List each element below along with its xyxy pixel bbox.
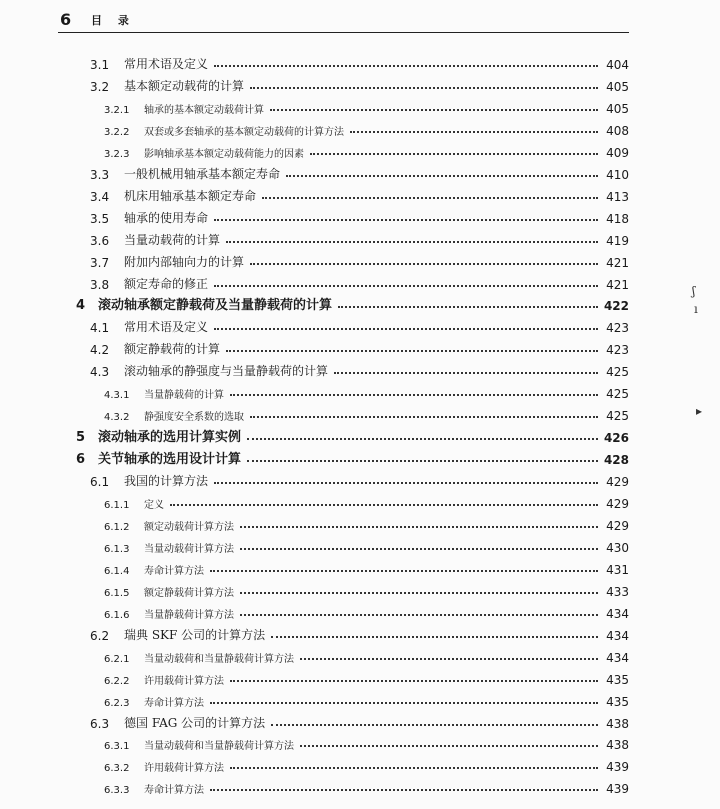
- toc-page-number: 431: [606, 562, 629, 577]
- toc-entry[interactable]: [90, 359, 629, 379]
- toc-number: 3.6: [90, 233, 110, 248]
- toc-entry[interactable]: [104, 579, 629, 599]
- dot-leader: [230, 680, 598, 682]
- toc-title: 当量动载荷计算方法: [144, 543, 234, 555]
- toc-entry[interactable]: [90, 315, 629, 335]
- toc-entry[interactable]: [76, 293, 629, 313]
- toc-page-number: 434: [606, 628, 629, 643]
- dot-leader: [300, 658, 598, 660]
- dot-leader: [250, 263, 598, 265]
- toc-number: 4.3.1: [104, 390, 130, 402]
- dot-leader: [262, 197, 598, 199]
- toc-entry[interactable]: [90, 337, 629, 357]
- toc-page-number: 418: [606, 211, 629, 226]
- toc-number: 6.3.3: [104, 785, 130, 797]
- toc-entry[interactable]: [104, 491, 629, 511]
- toc-entry[interactable]: [90, 184, 629, 204]
- toc-entry[interactable]: [90, 162, 629, 182]
- dot-leader: [247, 438, 598, 440]
- toc-entry[interactable]: [104, 140, 629, 160]
- toc-number: 3.3: [90, 167, 110, 182]
- toc-number: 6.1.5: [104, 587, 130, 599]
- toc-number: 3.8: [90, 277, 110, 292]
- toc-page-number: 404: [606, 58, 629, 72]
- toc-number: 3.4: [90, 189, 110, 204]
- toc-title: 轴承的使用寿命: [124, 210, 209, 225]
- toc-title: 许用载荷计算方法: [144, 675, 224, 687]
- toc-title: 额定静载荷计算方法: [144, 587, 234, 599]
- toc-title: 基本额定动载荷的计算: [124, 78, 245, 93]
- toc-title: 滚动轴承的静强度与当量静载荷的计算: [124, 364, 329, 379]
- dot-leader: [271, 724, 598, 726]
- toc-entry[interactable]: [90, 250, 629, 270]
- toc-number: 6.1: [90, 475, 110, 490]
- toc-page-number: 430: [606, 540, 629, 555]
- toc-number: 3.2.1: [104, 104, 130, 116]
- toc-page-number: 405: [606, 101, 629, 116]
- toc-page-number: 413: [606, 189, 629, 204]
- dot-leader: [338, 306, 598, 308]
- toc-entry[interactable]: [90, 206, 629, 226]
- dot-leader: [240, 614, 598, 616]
- scan-mark: ı: [694, 302, 698, 316]
- toc-number: 3.5: [90, 211, 110, 226]
- toc-page-number: 422: [603, 299, 629, 314]
- toc-title: 附加内部轴向力的计算: [124, 254, 245, 269]
- toc-number: 6.3.1: [104, 741, 130, 753]
- toc-title: 寿命计算方法: [144, 785, 204, 797]
- toc-entry[interactable]: [104, 776, 629, 796]
- dot-leader: [226, 350, 598, 352]
- dot-leader: [214, 285, 598, 287]
- toc-title: 当量动载荷的计算: [124, 232, 221, 247]
- toc-number: 4.2: [90, 343, 110, 358]
- toc-page-number: 435: [606, 672, 629, 687]
- toc-entry[interactable]: [90, 711, 629, 731]
- toc-page-number: 439: [606, 782, 629, 797]
- toc-title: 德国 FAG 公司的计算方法: [124, 715, 266, 730]
- section-title: 目 录: [91, 14, 135, 27]
- toc-entry[interactable]: [76, 447, 629, 467]
- toc-page-number: 438: [606, 738, 629, 753]
- toc-title: 滚动轴承额定静载荷及当量静载荷的计算: [98, 298, 333, 314]
- toc-number: 3.2.2: [104, 126, 130, 138]
- page-number: 6: [60, 10, 72, 29]
- toc-title: 许用载荷计算方法: [144, 763, 224, 775]
- dot-leader: [350, 131, 598, 133]
- toc-number: 6.3: [90, 716, 110, 731]
- toc-number: 4: [76, 298, 86, 314]
- dot-leader: [240, 592, 598, 594]
- dot-leader: [214, 328, 598, 330]
- dot-leader: [310, 153, 598, 155]
- toc-title: 常用术语及定义: [124, 320, 209, 335]
- dot-leader: [300, 745, 598, 747]
- toc-page-number: 438: [606, 716, 629, 731]
- toc-entry[interactable]: [104, 96, 629, 116]
- toc-entry[interactable]: [104, 535, 629, 555]
- dot-leader: [230, 394, 598, 396]
- toc-entry[interactable]: [104, 403, 629, 423]
- dot-leader: [226, 241, 598, 243]
- toc-number: 4.1: [90, 321, 110, 336]
- toc-title: 当量静载荷计算方法: [144, 609, 234, 621]
- toc-page-number: 429: [606, 518, 629, 533]
- toc-title: 当量动载荷和当量静载荷计算方法: [144, 741, 294, 753]
- toc-page-number: 405: [606, 79, 629, 94]
- dot-leader: [247, 460, 598, 462]
- dot-leader: [210, 702, 598, 704]
- dot-leader: [240, 548, 598, 550]
- toc-title: 常用术语及定义: [124, 57, 209, 71]
- toc-number: 4.3: [90, 365, 110, 380]
- toc-title: 双套或多套轴承的基本额定动载荷的计算方法: [144, 126, 344, 138]
- toc-title: 瑞典 SKF 公司的计算方法: [124, 627, 266, 642]
- toc-entry[interactable]: [90, 272, 629, 292]
- toc-page-number: 434: [606, 606, 629, 621]
- toc-number: 4.3.2: [104, 412, 130, 424]
- toc-page-number: 426: [603, 431, 629, 446]
- toc-title: 影响轴承基本额定动载荷能力的因素: [144, 148, 304, 160]
- toc-title: 寿命计算方法: [144, 697, 204, 709]
- toc-number: 6.1.2: [104, 521, 130, 533]
- toc-title: 定义: [144, 500, 164, 511]
- toc-page-number: 409: [606, 145, 629, 160]
- toc-page-number: 419: [606, 233, 629, 248]
- toc-number: 3.2: [90, 79, 110, 94]
- toc-number: 6: [76, 452, 86, 468]
- toc-entry[interactable]: [90, 74, 629, 94]
- toc-page-number: 421: [606, 277, 629, 292]
- dot-leader: [240, 526, 598, 528]
- toc-title: 寿命计算方法: [144, 565, 204, 577]
- dot-leader: [214, 65, 598, 67]
- toc-entry[interactable]: [90, 52, 629, 72]
- toc-number: 3.7: [90, 255, 110, 270]
- toc-page-number: 428: [603, 453, 629, 468]
- toc-entry[interactable]: [76, 425, 629, 445]
- toc-number: 6.1.6: [104, 609, 130, 621]
- toc-page-number: 433: [606, 584, 629, 599]
- dot-leader: [214, 219, 598, 221]
- toc-title: 额定动载荷计算方法: [144, 521, 234, 533]
- toc-title: 滚动轴承的选用计算实例: [98, 430, 242, 446]
- toc-page-number: 408: [606, 123, 629, 138]
- toc-page-number: 429: [606, 475, 629, 490]
- toc-entry[interactable]: [104, 118, 629, 138]
- toc-entry[interactable]: [104, 754, 629, 774]
- scan-mark: ʃ: [692, 284, 696, 298]
- toc-title: 静强度安全系数的选取: [144, 412, 244, 424]
- toc-page-number: 425: [606, 387, 629, 402]
- dot-leader: [230, 767, 598, 769]
- toc-entry[interactable]: [104, 667, 629, 687]
- toc-page-number: 423: [606, 321, 629, 336]
- dot-leader: [210, 789, 598, 791]
- toc-title: 当量动载荷和当量静载荷计算方法: [144, 653, 294, 665]
- dot-leader: [210, 570, 598, 572]
- toc-title: 额定静载荷的计算: [124, 342, 221, 357]
- toc-page-number: 429: [606, 497, 629, 511]
- dot-leader: [250, 87, 598, 89]
- toc-entry[interactable]: [104, 513, 629, 533]
- toc-number: 6.1.3: [104, 543, 130, 555]
- toc-number: 6.2: [90, 628, 110, 643]
- toc-entry[interactable]: [104, 601, 629, 621]
- toc-entry[interactable]: [104, 381, 629, 401]
- toc-title: 额定寿命的修正: [124, 276, 209, 291]
- toc-title: 一般机械用轴承基本额定寿命: [124, 166, 281, 181]
- toc-number: 3.2.3: [104, 148, 130, 160]
- toc-page-number: 421: [606, 255, 629, 270]
- dot-leader: [214, 482, 598, 484]
- toc-entry[interactable]: [104, 557, 629, 577]
- dot-leader: [250, 416, 598, 418]
- toc-number: 6.1.4: [104, 565, 130, 577]
- toc-page-number: 410: [606, 167, 629, 182]
- toc-page-number: 434: [606, 650, 629, 665]
- toc-title: 当量静载荷的计算: [144, 390, 224, 402]
- toc-number: 5: [76, 430, 86, 446]
- toc-number: 3.1: [90, 58, 110, 72]
- toc-number: 6.2.1: [104, 653, 130, 665]
- toc-entry[interactable]: [104, 645, 629, 665]
- toc-title: 我国的计算方法: [124, 474, 209, 489]
- dot-leader: [286, 175, 598, 177]
- toc-page-number: 439: [606, 760, 629, 775]
- toc-number: 6.2.2: [104, 675, 130, 687]
- dot-leader: [271, 636, 598, 638]
- dot-leader: [170, 504, 598, 506]
- toc-number: 6.2.3: [104, 697, 130, 709]
- scan-mark: ▸: [696, 404, 703, 418]
- toc-number: 6.1.1: [104, 500, 130, 511]
- toc-entry[interactable]: [90, 469, 629, 489]
- toc-title: 机床用轴承基本额定寿命: [124, 188, 257, 203]
- toc-number: 6.3.2: [104, 763, 130, 775]
- toc-entry[interactable]: [90, 228, 629, 248]
- toc-title: 关节轴承的选用设计计算: [98, 452, 242, 468]
- toc-page-number: 423: [606, 343, 629, 358]
- toc-page-number: 435: [606, 694, 629, 709]
- toc-title: 轴承的基本额定动载荷计算: [144, 104, 264, 116]
- toc-entry[interactable]: [104, 689, 629, 709]
- toc-page-number: 425: [606, 365, 629, 380]
- toc-page-number: 425: [606, 409, 629, 424]
- toc-entry[interactable]: [104, 732, 629, 752]
- dot-leader: [270, 109, 598, 111]
- toc-entry[interactable]: [90, 623, 629, 643]
- dot-leader: [334, 372, 598, 374]
